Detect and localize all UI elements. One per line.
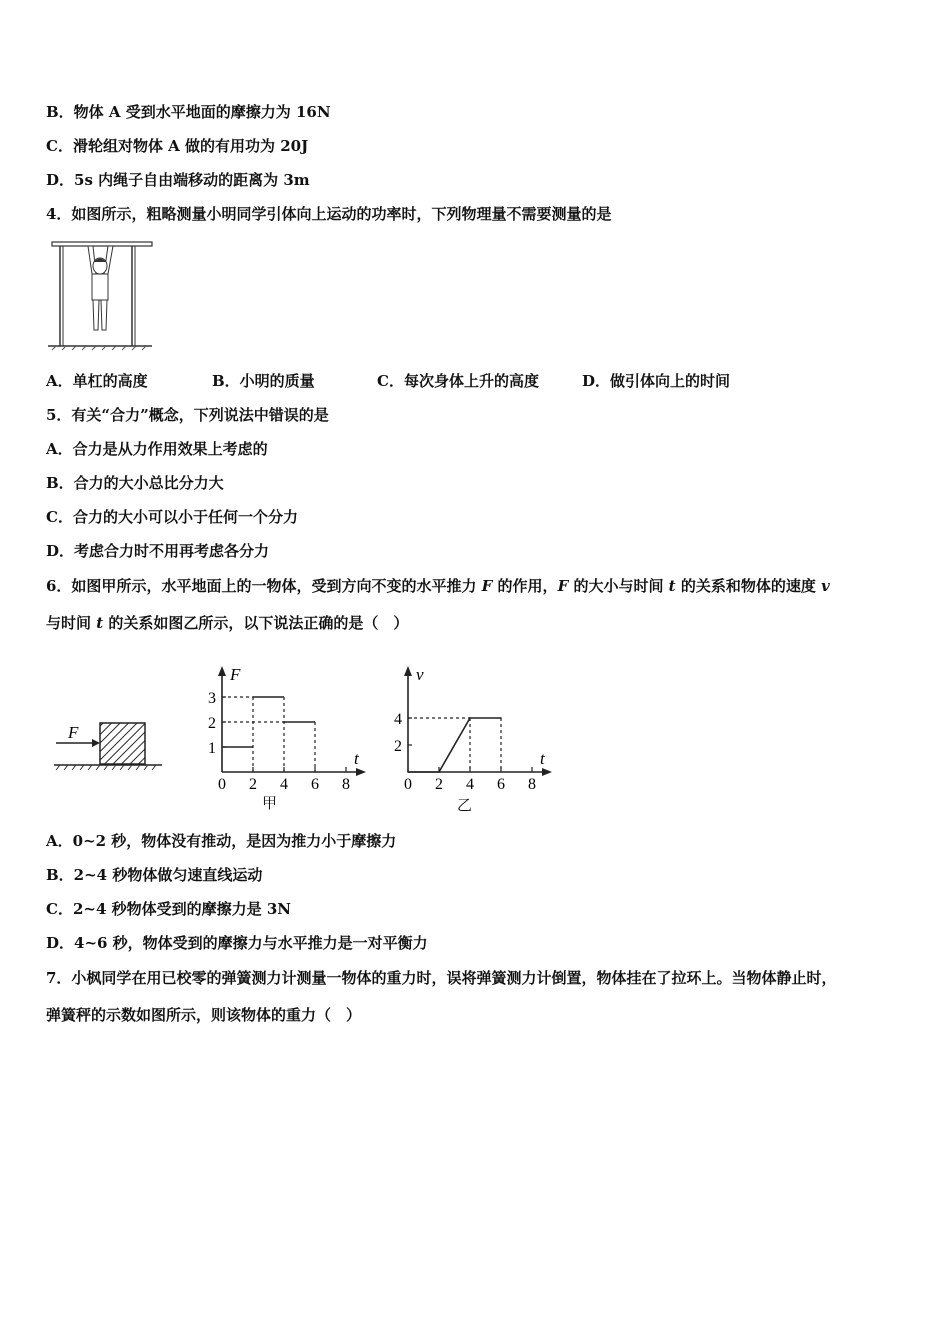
force-label: F [68,723,79,742]
x-tick-label: 4 [466,776,474,790]
v-point [438,771,440,773]
y-tick-label: 2 [394,738,402,755]
y-tick-label: 2 [208,715,216,732]
q6-stem-text-3: 的大小与时间 [568,577,669,595]
x-tick-label: 0 [404,776,412,790]
hatched-block [100,723,145,764]
f-t-chart [200,660,370,790]
y-axis-arrow [218,666,226,676]
q6-stem2-var-t: t [96,614,104,632]
x-axis-label: t [354,749,359,768]
x-tick-label: 6 [497,776,505,790]
v-t-chart [386,660,556,790]
x-axis-label: t [540,749,545,768]
pull-up-figure [48,236,158,354]
q6-option-a: A．0~2 秒，物体没有推动，是因为推力小于摩擦力 [46,832,397,850]
x-tick-label: 8 [528,776,536,790]
q6-stem-var-t: t [668,577,676,595]
q6-stem-text-1: 6．如图甲所示，水平地面上的一物体，受到方向不变的水平推力 [46,577,482,595]
q4-option-d: D．做引体向上的时间 [582,372,731,390]
q7-stem-line2: 弹簧秤的示数如图所示，则该物体的重力（ ） [46,1006,362,1024]
q5-stem: 5．有关“合力”概念，下列说法中错误的是 [46,406,329,424]
q7-stem-line1: 7．小枫同学在用已校零的弹簧测力计测量一物体的重力时，误将弹簧测力计倒置，物体挂在了拉环上。当物体静止时， [46,969,837,987]
v-series-line [408,718,501,772]
y-tick-label: 4 [394,711,402,728]
y-axis-label: F [230,665,241,684]
q6-option-b: B．2~4 秒物体做匀速直线运动 [46,866,263,884]
q3-option-b: B．物体 A 受到水平地面的摩擦力为 16N [46,103,331,121]
q6-option-c: C．2~4 秒物体受到的摩擦力是 3N [46,900,291,918]
q4-option-b: B．小明的质量 [212,372,315,390]
q3-option-d: D．5s 内绳子自由端移动的距离为 3m [46,171,310,189]
y-tick-label: 3 [208,690,216,707]
force-arrow-head [92,739,100,747]
q6-stem2-text-2: 的关系如图乙所示，以下说法正确的是（ ） [103,614,409,632]
x-tick-label: 0 [218,776,226,790]
v-point [469,717,471,719]
q6-stem-text-4: 的关系和物体的速度 [675,577,822,595]
q6-stem-var-f1: F [481,577,493,595]
v-point [407,771,409,773]
q5-option-d: D．考虑合力时不用再考虑各分力 [46,542,270,560]
q6-stem-var-v: v [821,577,830,595]
y-axis-arrow [404,666,412,676]
caption-right: 乙 [457,796,473,814]
q6-option-d: D．4~6 秒，物体受到的摩擦力与水平推力是一对平衡力 [46,934,428,952]
q6-stem-line2 [46,613,408,633]
q3-option-c: C．滑轮组对物体 A 做的有用功为 20J [46,137,309,155]
q6-stem-text-2: 的作用， [492,577,558,595]
x-tick-label: 8 [342,776,350,790]
q5-option-b: B．合力的大小总比分力大 [46,474,224,492]
q5-option-a: A．合力是从力作用效果上考虑的 [46,440,268,458]
q4-option-a: A．单杠的高度 [46,372,148,390]
x-tick-label: 6 [311,776,319,790]
q6-stem-var-f2: F [557,577,569,595]
caption-left: 甲 [262,794,278,812]
v-point [500,717,502,719]
x-tick-label: 2 [435,776,443,790]
q4-stem: 4．如图所示，粗略测量小明同学引体向上运动的功率时，下列物理量不需要测量的是 [46,205,612,223]
y-axis-label: v [416,665,424,684]
q4-option-c: C．每次身体上升的高度 [377,372,539,390]
x-tick-label: 4 [280,776,288,790]
block-figure [52,714,172,774]
q6-stem-line1 [46,576,830,596]
q6-stem2-text-1: 与时间 [46,614,97,632]
x-axis-arrow [356,768,366,776]
x-axis-arrow [542,768,552,776]
x-tick-label: 2 [249,776,257,790]
q5-option-c: C．合力的大小可以小于任何一个分力 [46,508,298,526]
y-tick-label: 1 [208,740,216,757]
